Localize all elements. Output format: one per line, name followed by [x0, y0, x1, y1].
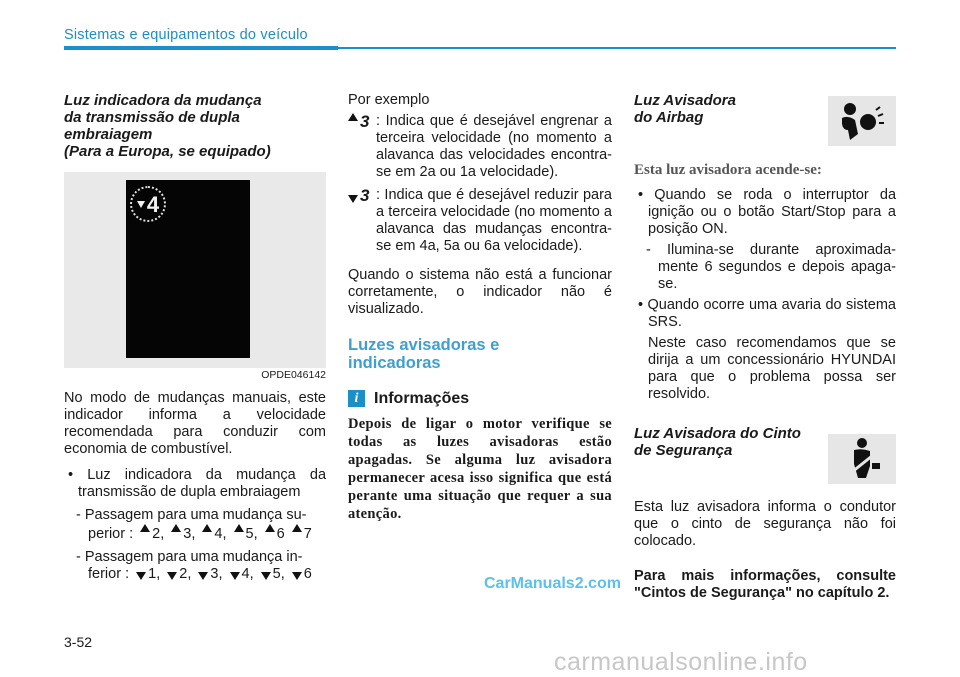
down-arrow-icon: [198, 572, 208, 580]
down-arrow-icon: [167, 572, 177, 580]
gear-value: 6: [303, 566, 312, 582]
example-downshift-symbol: [348, 187, 369, 204]
page-number: 3-52: [64, 634, 93, 650]
up-arrow-icon: [292, 524, 302, 532]
down-arrow-icon: [136, 572, 146, 580]
dct-heading-line: (Para a Europa, se equipado): [64, 143, 271, 160]
heading-line: Luz Avisadora do Cinto: [634, 425, 801, 442]
down-arrow-icon: [292, 572, 302, 580]
gear-value: 1,: [148, 566, 161, 582]
down-arrow-icon: [261, 572, 271, 580]
header-rule-thick: [64, 46, 338, 50]
info-icon: i: [348, 390, 365, 407]
up-arrow-icon: [265, 524, 275, 532]
seatbelt-heading: [634, 425, 824, 459]
column-left: [64, 92, 326, 583]
section-header-title: Sistemas e equipamentos do veículo: [64, 27, 308, 43]
cluster-figure: [64, 172, 326, 381]
upshift-text: - Passagem para uma mudança su-perior :: [76, 507, 307, 542]
dct-heading-line: da transmissão de dupla: [64, 109, 240, 126]
footer-watermark: carmanualsonline.info: [554, 648, 808, 676]
watermark-link[interactable]: CarManuals2.com: [484, 575, 621, 592]
dct-bullet-text: Luz indicadora da mudança da transmissão de dupla embraiagem: [78, 467, 327, 500]
warning-lights-heading: [348, 336, 612, 372]
up-arrow-icon: [140, 524, 150, 532]
airbag-bullet-2: • Quando ocorre uma avaria do sistema SRS.: [638, 297, 896, 330]
airbag-bullet-1: • Quando se roda o interruptor da ignição ou o botão Start/Stop para a posição ON.: [638, 187, 897, 237]
gear-value: 3,: [183, 526, 196, 542]
gear-digit: 3: [360, 112, 370, 131]
dct-paragraph: No modo de mudanças manuais, este indicador informa a velocidade recomendada para conduzir com economia de combustível.: [64, 390, 326, 457]
down-arrow-icon: [137, 201, 145, 208]
gear-value: 6: [276, 526, 285, 542]
dct-heading: [64, 92, 326, 160]
gear-value: 2,: [179, 566, 192, 582]
malfunction-paragraph: Quando o sistema não está a funcionar corretamente, o indicador não é visualizado.: [348, 267, 612, 317]
heading-line: do Airbag: [634, 109, 704, 126]
gear-digit: 4: [146, 191, 160, 217]
example-downshift: [348, 187, 612, 255]
gear-value: 5,: [245, 526, 258, 542]
downshift-text: - Passagem para uma mudança in-ferior :: [76, 549, 303, 582]
example-upshift-text: : Indica que é desejável engrenar a terceira velocidade (no momento a alavanca das velocidades encontra-se em 2a ou 1a velocidade).: [376, 113, 612, 180]
example-downshift-text: : Indica que é desejável reduzir para a terceira velocidade (no momento a alavanca das mudanças encontra-se em 4a, 5a ou 6a velocidade).: [376, 187, 612, 254]
gear-value: 3,: [210, 566, 223, 582]
airbag-advice-text: Neste caso recomendamos que se dirija a um concessionário HYUNDAI para que o problema possa ser resolvido.: [648, 335, 896, 402]
gear-value: 4,: [241, 566, 254, 582]
gear-down-indicator-icon: [130, 186, 166, 222]
dct-bullet: • Luz indicadora da mudança da transmissão de dupla embraiagem: [68, 467, 327, 500]
gear-value: 4,: [214, 526, 227, 542]
airbag-dash-item: - Ilumina-se durante aproximada-mente 6 segundos e depois apaga-se.: [646, 242, 896, 292]
heading-line: Luz Avisadora: [634, 92, 736, 109]
up-arrow-icon: [234, 524, 244, 532]
gear-value: 2,: [152, 526, 165, 542]
gear-value: 5,: [272, 566, 285, 582]
up-arrow-icon: [348, 113, 358, 121]
airbag-bullet-text: Quando se roda o interruptor da ignição ou o botão Start/Stop para a posição ON.: [648, 187, 897, 237]
header-rule-thin: [338, 47, 896, 49]
heading-line: Luzes avisadoras e: [348, 336, 500, 354]
seatbelt-reference: Para mais informações, consulte "Cintos de Segurança" no capítulo 2.: [634, 568, 896, 601]
gear-value: 7: [303, 526, 312, 542]
airbag-warning-icon: [828, 96, 896, 146]
airbag-bullet-text: Quando ocorre uma avaria do sistema SRS.: [647, 297, 896, 330]
figure-code: OPDE046142: [261, 369, 326, 381]
dct-heading-line: Luz indicadora da mudança: [64, 92, 262, 109]
column-middle: [348, 92, 612, 523]
down-arrow-icon: [230, 572, 240, 580]
seatbelt-paragraph: Esta luz avisadora informa o condutor que o cinto de segurança não foi colocado.: [634, 499, 896, 549]
heading-line: indicadoras: [348, 354, 441, 372]
airbag-subheading: Esta luz avisadora acende-se:: [634, 162, 822, 178]
downshift-item: [64, 549, 326, 583]
up-arrow-icon: [171, 524, 181, 532]
heading-line: de Segurança: [634, 442, 733, 459]
example-title: Por exemplo: [348, 92, 430, 108]
dct-heading-line: embraiagem: [64, 126, 153, 143]
down-arrow-icon: [348, 195, 358, 203]
column-right: [634, 92, 896, 602]
info-title: Informações: [374, 390, 470, 407]
seatbelt-warning-icon: [828, 434, 896, 484]
upshift-item: [64, 507, 326, 543]
airbag-heading: [634, 92, 784, 126]
cluster-screen: [126, 180, 250, 358]
up-arrow-icon: [202, 524, 212, 532]
example-upshift-symbol: [348, 113, 369, 130]
info-header: [348, 390, 612, 407]
example-upshift: [348, 113, 612, 181]
info-text: Depois de ligar o motor verifique se todas as luzes avisadoras estão apagadas. Se alguma luz avisadora permanecer acesa isso significa que está perante uma situação que requer a sua atenção.: [348, 416, 612, 522]
gear-digit: 3: [360, 186, 370, 205]
